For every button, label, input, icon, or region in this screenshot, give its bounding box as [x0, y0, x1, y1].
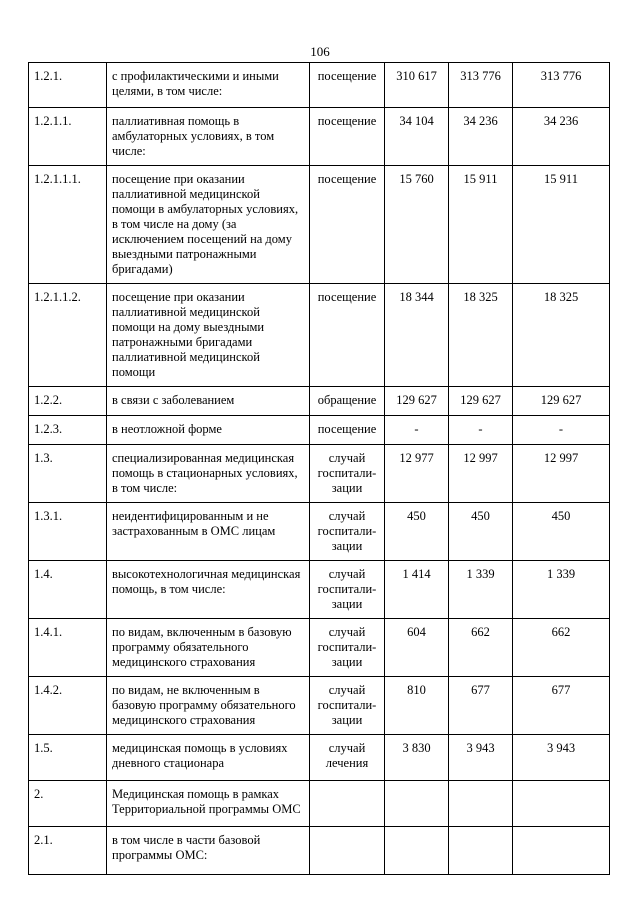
- row-value-2: 12 997: [449, 445, 513, 503]
- row-unit: [310, 781, 385, 827]
- row-value-2: 129 627: [449, 387, 513, 416]
- row-name: медицинская помощь в условиях дневного стационара: [107, 735, 310, 781]
- row-value-2: -: [449, 416, 513, 445]
- row-name: с профилактическими и иными целями, в том числе:: [107, 63, 310, 108]
- row-value-3: [513, 827, 610, 875]
- row-unit: случай лечения: [310, 735, 385, 781]
- row-value-1: 310 617: [385, 63, 449, 108]
- row-unit: случай госпитали-зации: [310, 503, 385, 561]
- row-value-3: -: [513, 416, 610, 445]
- row-value-2: [449, 827, 513, 875]
- row-code: 1.2.3.: [29, 416, 107, 445]
- row-unit: случай госпитали-зации: [310, 445, 385, 503]
- table-body: [29, 63, 610, 875]
- table-row: [29, 619, 610, 677]
- row-code: 1.2.1.1.1.: [29, 166, 107, 284]
- row-value-3: 15 911: [513, 166, 610, 284]
- row-value-1: [385, 781, 449, 827]
- row-value-3: 313 776: [513, 63, 610, 108]
- row-name: по видам, включенным в базовую программу обязательного медицинского страхования: [107, 619, 310, 677]
- row-value-3: 677: [513, 677, 610, 735]
- table-row: [29, 735, 610, 781]
- row-value-1: 604: [385, 619, 449, 677]
- row-value-1: 18 344: [385, 284, 449, 387]
- row-value-2: 3 943: [449, 735, 513, 781]
- row-code: 1.2.1.1.2.: [29, 284, 107, 387]
- row-value-2: 15 911: [449, 166, 513, 284]
- table-row: [29, 827, 610, 875]
- row-code: 1.4.2.: [29, 677, 107, 735]
- row-name: Медицинская помощь в рамках Территориальной программы ОМС: [107, 781, 310, 827]
- row-value-1: 129 627: [385, 387, 449, 416]
- row-code: 1.2.2.: [29, 387, 107, 416]
- row-name: высокотехнологичная медицинская помощь, в том числе:: [107, 561, 310, 619]
- row-unit: посещение: [310, 166, 385, 284]
- row-value-1: 450: [385, 503, 449, 561]
- row-value-3: 129 627: [513, 387, 610, 416]
- table-row: [29, 416, 610, 445]
- row-name: в том числе в части базовой программы ОМС:: [107, 827, 310, 875]
- row-value-2: [449, 781, 513, 827]
- row-code: 1.2.1.1.: [29, 108, 107, 166]
- row-value-3: [513, 781, 610, 827]
- row-code: 2.: [29, 781, 107, 827]
- row-value-2: 18 325: [449, 284, 513, 387]
- table-row: [29, 108, 610, 166]
- row-code: 1.4.: [29, 561, 107, 619]
- row-value-2: 1 339: [449, 561, 513, 619]
- table-row: [29, 561, 610, 619]
- table-row: [29, 503, 610, 561]
- row-name: посещение при оказании паллиативной медицинской помощи на дому выездными патронажными бригадами паллиативной медицинской помощи: [107, 284, 310, 387]
- row-value-2: 662: [449, 619, 513, 677]
- row-value-3: 18 325: [513, 284, 610, 387]
- row-unit: посещение: [310, 284, 385, 387]
- row-unit: посещение: [310, 416, 385, 445]
- row-code: 1.4.1.: [29, 619, 107, 677]
- row-code: 1.3.1.: [29, 503, 107, 561]
- row-unit: посещение: [310, 63, 385, 108]
- table-row: [29, 63, 610, 108]
- row-value-2: 313 776: [449, 63, 513, 108]
- row-value-3: 450: [513, 503, 610, 561]
- row-value-3: 1 339: [513, 561, 610, 619]
- row-code: 1.3.: [29, 445, 107, 503]
- row-unit: обращение: [310, 387, 385, 416]
- row-value-1: 1 414: [385, 561, 449, 619]
- row-value-1: 12 977: [385, 445, 449, 503]
- row-code: 1.2.1.: [29, 63, 107, 108]
- row-name: неидентифицированным и не застрахованным в ОМС лицам: [107, 503, 310, 561]
- row-name: по видам, не включенным в базовую программу обязательного медицинского страхования: [107, 677, 310, 735]
- row-value-1: 3 830: [385, 735, 449, 781]
- row-code: 2.1.: [29, 827, 107, 875]
- row-value-3: 662: [513, 619, 610, 677]
- table-row: [29, 781, 610, 827]
- table-row: [29, 677, 610, 735]
- row-value-2: 677: [449, 677, 513, 735]
- row-name: специализированная медицинская помощь в стационарных условиях, в том числе:: [107, 445, 310, 503]
- row-value-1: -: [385, 416, 449, 445]
- row-unit: случай госпитали-зации: [310, 677, 385, 735]
- row-value-3: 3 943: [513, 735, 610, 781]
- row-unit: посещение: [310, 108, 385, 166]
- row-value-2: 450: [449, 503, 513, 561]
- table-row: [29, 284, 610, 387]
- row-unit: [310, 827, 385, 875]
- row-unit: случай госпитали-зации: [310, 619, 385, 677]
- table-row: [29, 166, 610, 284]
- row-name: в связи с заболеванием: [107, 387, 310, 416]
- row-name: посещение при оказании паллиативной медицинской помощи в амбулаторных условиях, в том числе на дому (за исключением посещений на дому выездными патронажными бригадами): [107, 166, 310, 284]
- table-row: [29, 445, 610, 503]
- row-value-1: 34 104: [385, 108, 449, 166]
- row-value-3: 34 236: [513, 108, 610, 166]
- row-code: 1.5.: [29, 735, 107, 781]
- table-row: [29, 387, 610, 416]
- data-table: [28, 62, 610, 875]
- row-value-3: 12 997: [513, 445, 610, 503]
- row-value-2: 34 236: [449, 108, 513, 166]
- row-value-1: 15 760: [385, 166, 449, 284]
- row-value-1: 810: [385, 677, 449, 735]
- page-number: 106: [310, 44, 330, 59]
- row-unit: случай госпитали-зации: [310, 561, 385, 619]
- row-name: в неотложной форме: [107, 416, 310, 445]
- row-value-1: [385, 827, 449, 875]
- row-name: паллиативная помощь в амбулаторных условиях, в том числе:: [107, 108, 310, 166]
